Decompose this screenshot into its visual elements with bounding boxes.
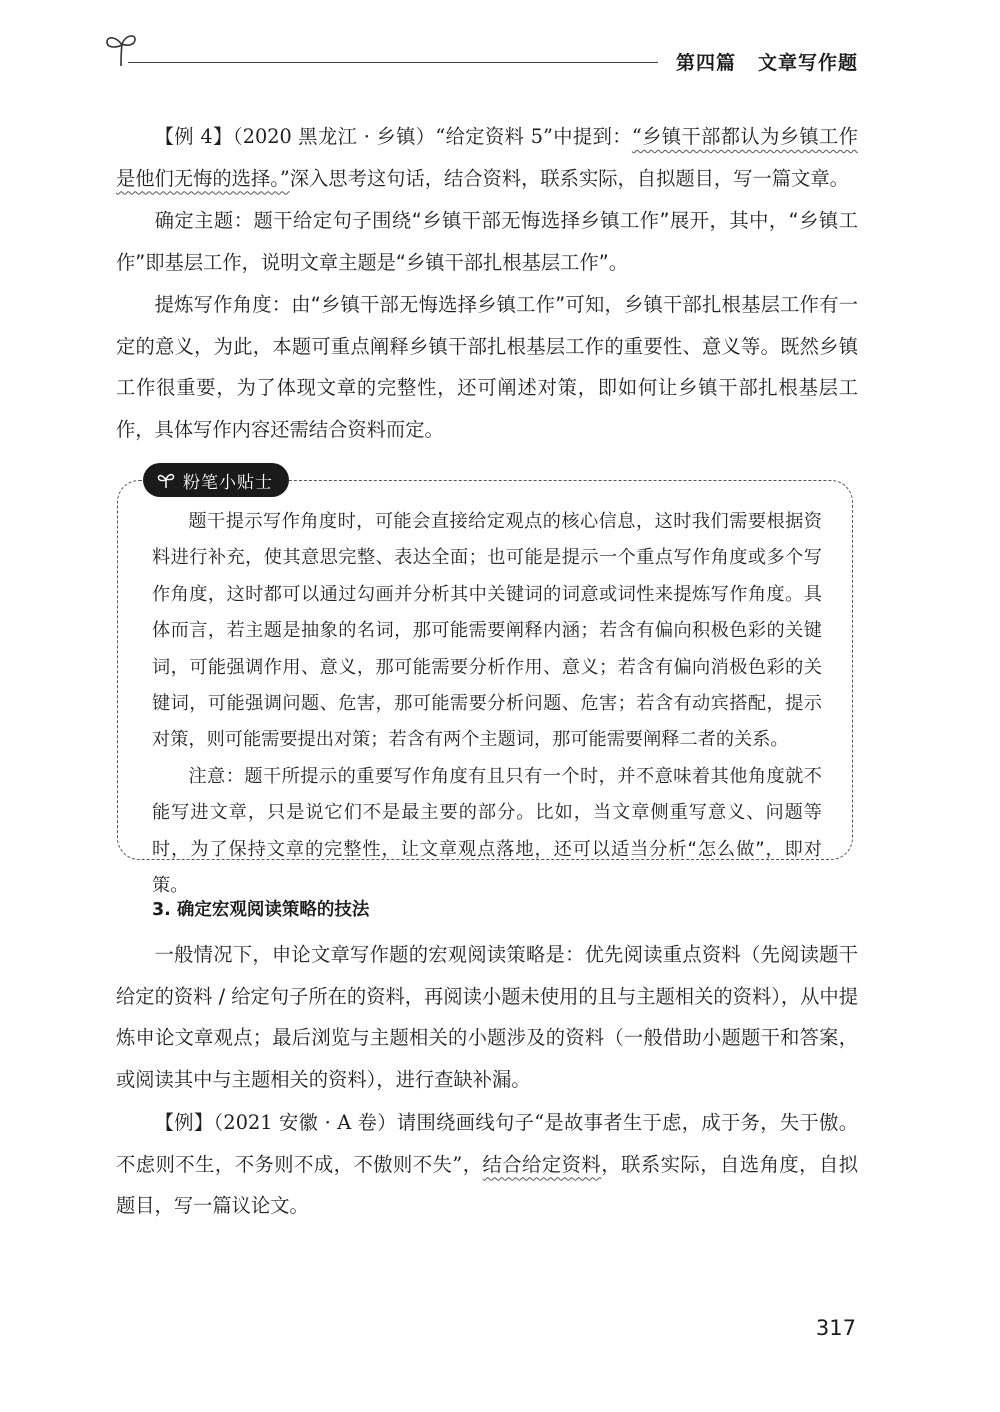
page-number: 317 xyxy=(815,1316,856,1340)
tip-paragraph-2: 注意：题干所提示的重要写作角度有且只有一个时，并不意味着其他角度就不能写进文章，只是说它们不是最主要的部分。比如，当文章侧重写意义、问题等时，为了保持文章的完整性，让文章观点落地，还可以适当分析“怎么做”，即对策。 xyxy=(152,765,822,897)
subheading: 3. 确定宏观阅读策略的技法 xyxy=(152,900,370,920)
strategy-text: 一般情况下，申论文章写作题的宏观阅读策略是：优先阅读重点资料（先阅读题干给定的资料 / 给定句子所在的资料，再阅读小题未使用的且与主题相关的资料），从中提炼申论文章观点；最后浏览与主题相关的小题涉及的资料（一般借助小题题干和答案，或阅读其中与主题相关的资料），进行查缺补漏。 xyxy=(116,943,858,1091)
tip-badge-label: 粉笔小贴士 xyxy=(183,472,273,493)
tip-badge xyxy=(143,463,289,497)
tip-paragraph-1: 题干提示写作角度时，可能会直接给定观点的核心信息，这时我们需要根据资料进行补充，使其意思完整、表达全面；也可能是提示一个重点写作角度或多个写作角度，这时都可以通过勾画并分析其中关键词的词意或词性来提炼写作角度。具体而言，若主题是抽象的名词，那可能需要阐释内涵；若含有偏向积极色彩的关键词，可能强调作用、意义，那可能需要分析作用、意义；若含有偏向消极色彩的关键词，可能强调问题、危害，那可能需要分析问题、危害；若含有动宾搭配，提示对策，则可能需要提出对策；若含有两个主题词，那可能需要阐释二者的关系。 xyxy=(152,511,822,751)
example-4-instruction: 深入思考这句话，结合资料，联系实际，自拟题目，写一篇文章。 xyxy=(289,166,849,190)
section-title xyxy=(676,48,858,75)
tip-content xyxy=(152,504,822,904)
determine-theme-text: 确定主题：题干给定句子围绕“乡镇干部无悔选择乡镇工作”展开，其中，“乡镇工作”即基层工作，说明文章主题是“乡镇干部扎根基层工作”。 xyxy=(116,209,858,274)
determine-theme-paragraph xyxy=(116,200,858,283)
header-rule xyxy=(128,62,658,63)
example-4-quote: “乡镇干部都认为乡镇工作是他们无悔的选择。” xyxy=(116,125,858,190)
example-text-part1: （2021 安徽 · A 卷）请围绕画线句子“是故事者生于虑，成于务，失于傲。不虑则不生，不务则不成，不傲则不失”， xyxy=(116,1111,858,1176)
example-4-label: 【例 4】 xyxy=(154,125,233,148)
part-label: 第四篇 xyxy=(675,52,736,74)
sprout-icon xyxy=(157,471,175,489)
extract-angle-text: 提炼写作角度：由“乡镇干部无悔选择乡镇工作”可知，乡镇干部扎根基层工作有一定的意义，为此，本题可重点阐释乡镇干部扎根基层工作的重要性、意义等。既然乡镇工作很重要，为了体现文章的完整性，还可阐述对策，即如何让乡镇干部扎根基层工作，具体写作内容还需结合资料而定。 xyxy=(116,293,858,441)
example-4-source: （2020 黑龙江 · 乡镇）“给定资料 5”中提到： xyxy=(232,125,632,148)
example-text-part2: ，联系实际，自选角度，自拟题目，写一篇议论文。 xyxy=(116,1152,859,1217)
example-paragraph xyxy=(116,1102,858,1227)
chapter-title: 文章写作题 xyxy=(757,52,858,74)
example-4-paragraph xyxy=(116,116,858,199)
example-label: 【例】 xyxy=(154,1111,214,1134)
extract-angle-paragraph xyxy=(116,284,858,450)
example-underlined-text: 结合给定资料 xyxy=(482,1152,602,1176)
strategy-paragraph xyxy=(116,934,858,1100)
